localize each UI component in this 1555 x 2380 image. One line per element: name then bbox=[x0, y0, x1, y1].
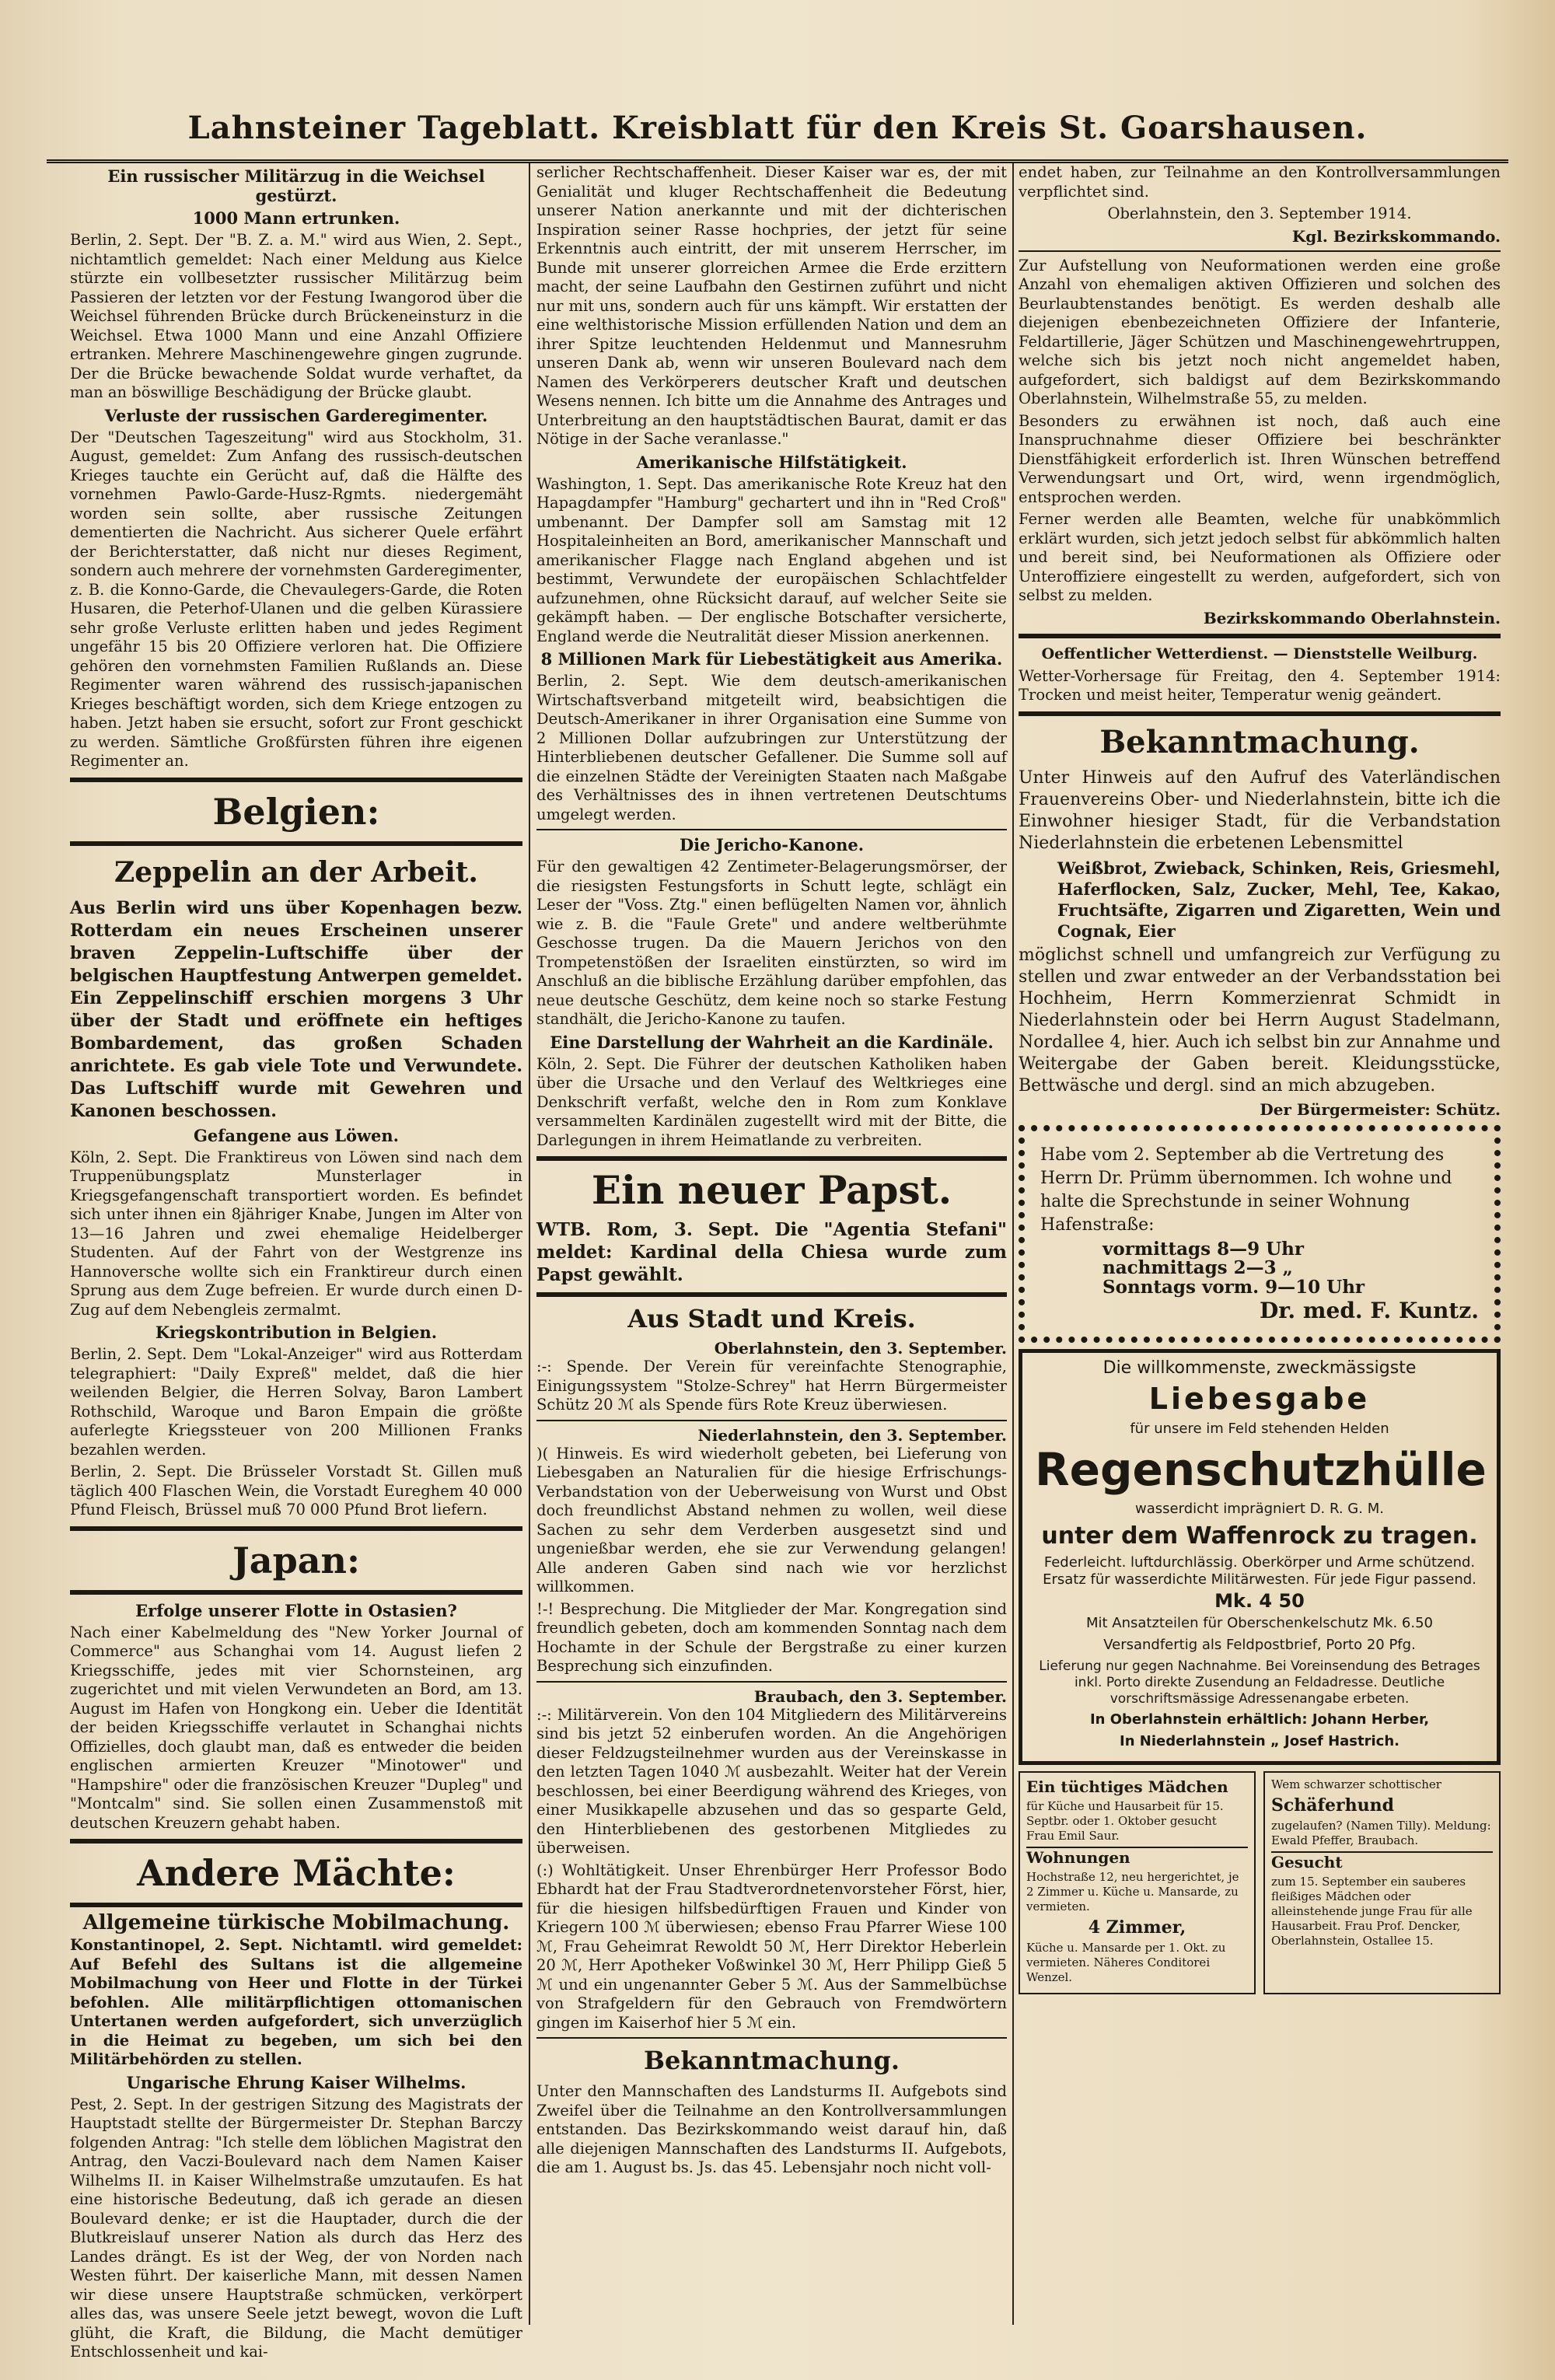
article-text: Berlin, 2. Sept. Wie dem deutsch-amerikanischen Wirtschaftsverband mitgeteilt wird, beabsichtigen die Deutsch-Amerikaner in ihrer Organisation eine Summe von 2 Millionen Dollar aufzubringen zur Unterstützung der Hinterbliebenen deutscher Gefallener. Die Summe soll auf die einzelnen Städte der Vereinigten Staaten nach Maßgabe des Verhältnisses des in ihnen vertretenen Deutschtums umgelegt werden. bbox=[536, 672, 1007, 823]
headline: Zeppelin an der Arbeit. bbox=[114, 855, 478, 889]
advertisement-regenschutzhuelle bbox=[1019, 1349, 1501, 1765]
ad-text: für Küche und Hausarbeit für 15. Septbr. oder 1. Oktober gesucht Frau Emil Saur. bbox=[1026, 1798, 1224, 1843]
article-text: endet haben, zur Teilnahme an den Kontrollversammlungen verpflichtet sind. bbox=[1019, 163, 1501, 201]
classified-ads bbox=[1019, 1771, 1501, 1994]
article-text: Pest, 2. Sept. In der gestrigen Sitzung des Magistrats der Hauptstadt stellte der Bürgermeister Dr. Stephan Barczy folgenden Antrag: "Ich stelle dem löblichen Magistrat den Antrag, den Vaczi-Boulevard nach dem Namen Kaiser Wilhelms II. in Kaiser Wilhelmstraße umzutaufen. Es hat eine historische Bedeutung, daß ich gerade an diesen Boulevard denke; er ist die Hauptader, durch die der Blutkreislauf unserer Nation als durch das Herz des Landes drängt. Es ist der Weg, der von Norden nach Westen führt. Der kaiserliche Mann, mit dessen Namen wir diese unsere Hauptstraße schmücken, verkörpert alles das, was unsere Seele jetzt bewegt, wovon die Luft glüht, die Kraft, die Bildung, die Macht demütiger Entschlossenheit und kai- bbox=[70, 2095, 522, 2361]
section-title: Japan: bbox=[232, 1539, 360, 1581]
subheadline: 1000 Mann ertrunken. bbox=[192, 208, 400, 228]
headline: Gefangene aus Löwen. bbox=[194, 1125, 399, 1145]
article-text: Washington, 1. Sept. Das amerikanische Rote Kreuz hat den Hapagdampfer "Hamburg" gechartert und ihn in "Red Croß" umbenannt. Der Dampfer soll am Samstag mit 12 Hospitaleinheiten an Bord, amerikanischer Mannschaft und amerikanischer Flagge nach England abgehen und ist bestimmt, Verwundete der europäischen Schlachtfelder aufzunehmen, ohne Rücksicht darauf, auf welcher Seite sie gekämpft haben. — Der englische Botschafter versicherte, England werde die Neutralität dieser Mission anerkennen. bbox=[536, 474, 1007, 645]
article-text: (:) Wohltätigkeit. Unser Ehrenbürger Herr Professor Bodo Ebhardt hat der Frau Stadtverordnetenvorsteher Först, hier, für die hiesigen hilfsbedürftigen Frauen und Kinder von Kriegern 100 ℳ überwiesen; ebenso Frau Pfarrer Wiese 100 ℳ, Frau Geheimrat Rewoldt 50 ℳ, Herr Direktor Heberlein 20 ℳ, Herr Apotheker Voßwinkel 30 ℳ, Herr Philipp Gieß 5 ℳ und ein ungenannter Geber 5 ℳ. Aus der Sammelbüchse von Strafgeldern für den Gebrauch von Fremdwörtern gingen im Kaiserhof hier 5 ℳ ein. bbox=[536, 1861, 1007, 2032]
classified-ad bbox=[1019, 1771, 1256, 1994]
signature: Dr. med. F. Kuntz. bbox=[1259, 1298, 1479, 1323]
signature: Kgl. Bezirkskommando. bbox=[1291, 226, 1501, 246]
divider bbox=[1019, 634, 1501, 638]
lead-text: WTB. Rom, 3. Sept. Die "Agentia Stefani" meldet: Kardinal della Chiesa wurde zum Papst gewählt. bbox=[536, 1219, 1007, 1285]
divider bbox=[536, 1156, 1007, 1161]
ad-heading: Schäferhund bbox=[1271, 1795, 1394, 1816]
dateline: Braubach, den 3. September. bbox=[753, 1686, 1007, 1706]
divider bbox=[1019, 250, 1501, 252]
column-divider bbox=[1012, 163, 1014, 2325]
ad-text: wasserdicht imprägniert D. R. G. M. bbox=[1135, 1500, 1384, 1517]
office-hours: Sonntags vorm. 9—10 Uhr bbox=[1102, 1276, 1365, 1298]
article-text: Konstantinopel, 2. Sept. Nichtamtl. wird gemeldet: Auf Befehl des Sultans ist die allgemeine Mobilmachung von Heer und Flotte in der Türkei befohlen. Alle militärpflichtigen ottomanischen Untertanen werden aufgefordert, sich unverzüglich in die Heimat zu begeben, um sich bei den Militärbehörden zu stellen. bbox=[70, 1936, 522, 2068]
column-1 bbox=[70, 163, 522, 2361]
article-text: Zur Aufstellung von Neuformationen werden eine große Anzahl von ehemaligen aktiven Offizieren und solchen des Beurlaubtenstandes benötigt. Es werden deshalb alle diejenigen ebenbezeichneten Offiziere der Infanterie, Feldartillerie, Jäger Schützen und Maschinengewehrtruppen, welche sich bis jetzt noch nicht angemeldet haben, aufgefordert, sich baldigst auf dem Bezirkskommando Oberlahnstein, Wilhelmstraße 55, zu melden. bbox=[1019, 256, 1501, 407]
column-2 bbox=[536, 163, 1007, 2333]
article-text: Berlin, 2. Sept. Der "B. Z. a. M." wird aus Wien, 2. Sept., nichtamtlich gemeldet: Nach einer Meldung aus Kielce stürzte ein vollbesetzter russischer Militärzug beim Passieren der letzten vor der Festung Iwangorod über die Weichsel führenden Brücke durch Brückeneinsturz in die Weichsel. Etwa 1000 Mann und eine Anzahl Offiziere ertranken. Mehrere Maschinengewehre gingen zugrunde. Der die Brücke bewachende Soldat wurde verhaftet, da man an böswillige Beschädigung der Brücke glaubt. bbox=[70, 231, 522, 401]
ad-heading: Gesucht bbox=[1271, 1851, 1493, 1871]
ad-text: zum 15. September ein sauberes fleißiges Mädchen oder alleinstehende junge Frau für alle Hausarbeit. Frau Prof. Dencker, Oberlahnstein, Ostallee 15. bbox=[1271, 1874, 1473, 1948]
divider bbox=[70, 841, 522, 846]
ad-text: Mit Ansatzteilen für Oberschenkelschutz Mk. 6.50 bbox=[1085, 1614, 1434, 1631]
article-text: Für den gewaltigen 42 Zentimeter-Belagerungsmörser, der die riesigsten Festungsforts in Schutt legte, schlägt ein Leser der "Voss. Ztg." einen beflügelten Namen vor, ähnlich wie z. B. die "Faule Grete" und andere weltberühmte Geschosse trugen. Da die Mauern Jerichos von den Trompetenstößen der Israeliten einstürzten, so wird im Anschluß an die biblische Erzählung darüber empfohlen, das neue deutsche Geschütz, dem keine noch so starke Festung standhält, die Jericho-Kanone zu taufen. bbox=[536, 858, 1007, 1028]
dateline: Oberlahnstein, den 3. September. bbox=[714, 1339, 1007, 1358]
dateline: Niederlahnstein, den 3. September. bbox=[697, 1425, 1007, 1445]
doctor-notice bbox=[1019, 1125, 1501, 1343]
ad-text: Die willkommenste, zweckmässigste bbox=[1102, 1358, 1417, 1378]
headline: Kriegskontribution in Belgien. bbox=[155, 1323, 438, 1342]
article-text: Unter Hinweis auf den Aufruf des Vaterländischen Frauenvereins Ober- und Niederlahnstein, bitte ich die Einwohner hiesiger Stadt, für die Verbandstation Niederlahnstein die erbetenen Lebensmittel bbox=[1019, 767, 1501, 853]
article-text: Berlin, 2. Sept. Dem "Lokal-Anzeiger" wird aus Rotterdam telegraphiert: "Daily Expreß" meldet, daß die hier weilenden Belgier, die Herren Solvay, Baron Lambert Rothschild, Waroque und Baron Empain die größte auferlegte Kriegssteuer von 200 Millionen Franks bezahlen werden. bbox=[70, 1345, 522, 1459]
ad-price: Mk. 4 50 bbox=[1214, 1590, 1305, 1612]
section-title: Andere Mächte: bbox=[137, 1852, 456, 1894]
ad-heading: 4 Zimmer, bbox=[1088, 1917, 1186, 1938]
ad-text: Lieferung nur gegen Nachnahme. Bei Voreinsendung des Betrages inkl. Porto direkte Zusendung an Feldadresse. Deutliche vorschriftsmässige Adressenangabe erbeten. bbox=[1039, 1658, 1480, 1707]
divider bbox=[1019, 711, 1501, 716]
headline: Eine Darstellung der Wahrheit an die Kardinäle. bbox=[550, 1032, 994, 1052]
article-text: Besonders zu erwähnen ist noch, daß auch eine Inanspruchnahme dieser Offiziere bei beschränkter Dienstfähigkeit erforderlich ist. Ihren Wünschen betreffend Verwendungsart und Ort, wird, wenn irgendmöglich, entsprochen werden. bbox=[1019, 411, 1501, 506]
divider bbox=[536, 1420, 1007, 1421]
signature: Der Bürgermeister: Schütz. bbox=[1260, 1099, 1501, 1119]
notice-text: Habe vom 2. September ab die Vertretung des Herrn Dr. Prümm übernommen. Ich wohne und halte die Sprechstunde in seiner Wohnung Hafenstraße: bbox=[1040, 1145, 1452, 1235]
article-text: Unter den Mannschaften des Landsturms II. Aufgebots sind Zweifel über die Teilnahme an den Kontrollversammlungen entstanden. Das Bezirkskommando weist darauf hin, daß alle diejenigen Mannschaften des Landsturms II. Aufgebots, die am 1. August bs. Js. das 45. Lebensjahr noch nicht voll- bbox=[536, 2082, 1007, 2176]
ad-text: In Niederlahnstein „ Josef Hastrich. bbox=[1120, 1733, 1400, 1749]
office-hours: nachmittags 2—3 „ bbox=[1102, 1257, 1293, 1278]
classified-ad bbox=[1263, 1771, 1501, 1994]
divider bbox=[536, 829, 1007, 830]
article-text: Nach einer Kabelmeldung des "New Yorker Journal of Commerce" aus Schanghai vom 14. August liefen 2 Kriegsschiffe, jedes mit vier Schornsteinen, arg zugerichtet und mit vielen Verwundeten an Bord, am 13. August im Hafen von Hongkong ein. Ueber die Identität der beiden Kriegsschiffe verlautet in Schanghai nichts Offizielles, doch glaubt man, daß es entweder die beiden englischen armierten Kreuzer "Minotower" und "Hampshire" oder die französischen Kreuzer "Dupleg" und "Montcalm" sind. Sie sollen einen Zusammenstoß mit deutschen Kreuzern gehabt haben. bbox=[70, 1623, 522, 1832]
article-text: :-: Spende. Der Verein für vereinfachte Stenographie, Einigungssystem "Stolze-Schrey" hat Herrn Bürgermeister Schütz 20 ℳ als Spende fürs Rote Kreuz überwiesen. bbox=[536, 1358, 1007, 1414]
headline: Allgemeine türkische Mobilmachung. bbox=[82, 1911, 510, 1934]
ad-text: unter dem Waffenrock zu tragen. bbox=[1041, 1522, 1478, 1550]
ad-text: Küche u. Mansarde per 1. Okt. zu vermieten. Näheres Conditorei Wenzel. bbox=[1026, 1940, 1226, 1984]
article-text: )( Hinweis. Es wird wiederholt gebeten, bei Lieferung von Liebesgaben an Naturalien für die hiesige Erfrischungs-Verbandstation von der Ueberweisung von Wurst und Obst doch freundlichst Abstand nehmen zu wollen, weil diese Sachen zu sehr dem Verderben ausgesetzt sind und ungenießbar werden, ehe sie zur Verwendung gelangen! Alle anderen Gaben sind nach wie vor herzlichst willkommen. bbox=[536, 1444, 1007, 1595]
ad-heading: Ein tüchtiges Mädchen bbox=[1026, 1777, 1228, 1796]
ad-heading: Wohnungen bbox=[1026, 1847, 1248, 1867]
section-title: Belgien: bbox=[212, 790, 380, 833]
divider bbox=[536, 1292, 1007, 1297]
headline: 8 Millionen Mark für Liebestätigkeit aus Amerika. bbox=[540, 649, 1003, 669]
masthead bbox=[47, 97, 1508, 163]
weather-forecast: Wetter-Vorhersage für Freitag, den 4. September 1914: Trocken und meist heiter, Temperatur wenig geändert. bbox=[1019, 666, 1501, 704]
dateline: Oberlahnstein, den 3. September 1914. bbox=[1107, 204, 1412, 222]
divider bbox=[70, 1526, 522, 1531]
column-divider bbox=[529, 163, 530, 2325]
ad-product-name: Regenschutzhülle bbox=[1035, 1442, 1487, 1496]
divider bbox=[70, 1839, 522, 1844]
article-text: serlicher Rechtschaffenheit. Dieser Kaiser war es, der mit Genialität und kluger Rechtschaffenheit die Bedeutung unserer Nation anerkannte und mit der dichterischen Inspiration seiner Rasse hochpries, der jetzt für seine Erkenntnis auch eintritt, der mit unserem Herrscher, im Bunde mit unserer glorreichen Armee die Erde erzittern macht, der seine Laufbahn den Gestirnen zuführt und nicht nur mit uns, sondern auch für uns kämpft. Wir erstatten der eine welthistorische Mission erfüllenden Nation und dem an ihrer Spitze leuchtenden Heldenmut und Mannesruhm unseren Dank ab, wenn wir unseren Boulevard nach dem Namen des Verkörperers deutscher Kraft und deutschen Wesens nennen. Ich bitte um die Annahme des Antrages und Unterbreitung an den hauptstädtischen Baurat, damit er das Nötige in der Sache veranlasse." bbox=[536, 163, 1007, 448]
article-text: Köln, 2. Sept. Die Franktireus von Löwen sind nach dem Truppenübungsplatz Munsterlager in Kriegsgefangenschaft transportiert worden. Es befindet sich unter ihnen ein 8jähriger Knabe, Jungen im Alter von 13—16 Jahren und zwei ehemalige Heidelberger Studenten. Auf der Fahrt von der Westgrenze ins Hannoversche wollte sich ein Franktireur durch einen Sprung aus dem Zuge befreien. Er wurde durch einen D-Zug auf dem Nebengleis zermalmt. bbox=[70, 1148, 522, 1319]
article-text: :-: Militärverein. Von den 104 Mitgliedern des Militärvereins sind bis jetzt 52 einberufen worden. An die Angehörigen dieser Feldzugsteilnehmer wurden aus der Vereinskasse in den letzten Tagen 1040 ℳ ausbezahlt. Weiter hat der Verein beschlossen, bei einer Beerdigung während des Krieges, von einer Musikkapelle abzusehen und das so gesparte Geld, den Hinterbliebenen des gestorbenen Mitgliedes zu überweisen. bbox=[536, 1705, 1007, 1857]
ad-text: zugelaufen? (Namen Tilly). Meldung: Ewald Pfeffer, Braubach. bbox=[1271, 1818, 1491, 1847]
divider bbox=[70, 778, 522, 782]
headline: Ein neuer Papst. bbox=[591, 1167, 952, 1213]
ad-text: Wem schwarzer schottischer bbox=[1271, 1777, 1441, 1791]
ad-text: Hochstraße 12, neu hergerichtet, je 2 Zimmer u. Küche u. Mansarde, zu vermieten. bbox=[1026, 1869, 1239, 1913]
headline: Die Jericho-Kanone. bbox=[679, 835, 865, 854]
lead-text: Aus Berlin wird uns über Kopenhagen bezw. Rotterdam ein neues Erscheinen unserer braven Zeppelin-Luftschiffe über der belgischen Hauptfestung Antwerpen gemeldet. Ein Zeppelinschiff erschien morgens 3 Uhr über der Stadt und eröffnete ein heftiges Bombardement, das großen Schaden anrichtete. Es gab viele Tote und Verwundete. Das Luftschiff wurde mit Gewehren und Kanonen beschossen. bbox=[70, 897, 522, 1121]
divider bbox=[70, 1903, 522, 1907]
headline: Ungarische Ehrung Kaiser Wilhelms. bbox=[126, 2072, 466, 2092]
ad-text: In Oberlahnstein erhältlich: Johann Herber, bbox=[1089, 1711, 1430, 1728]
office-hours: vormittags 8—9 Uhr bbox=[1102, 1238, 1304, 1260]
headline: Verluste der russischen Garderegimenter. bbox=[104, 405, 488, 425]
ad-text: Federleicht. luftdurchlässig. Oberkörper und Arme schützend. Ersatz für wasserdichte Militärwesten. Für jede Figur passend. bbox=[1043, 1554, 1476, 1588]
headline: Oeffentlicher Wetterdienst. — Dienststelle Weilburg. bbox=[1041, 645, 1478, 662]
ad-text: für unsere im Feld stehenden Helden bbox=[1130, 1421, 1389, 1437]
section-title: Aus Stadt und Kreis. bbox=[627, 1304, 916, 1333]
headline: Ein russischer Militärzug in die Weichsel gestürzt. bbox=[107, 166, 485, 205]
article-text: Ferner werden alle Beamten, welche für unabkömmlich erklärt wurden, sich jetzt jedoch selbst für abkömmlich halten und bereit sind, bei Neuformationen als Offiziere oder Unteroffiziere eingestellt zu werden, aufgefordert, sich von selbst zu melden. bbox=[1019, 510, 1501, 604]
divider bbox=[536, 1681, 1007, 1683]
article-text: !-! Besprechung. Die Mitglieder der Mar. Kongregation sind freundlich gebeten, doch am kommenden Sonntag nach dem Hochamte in der Schule der Bergstraße zu einer kurzen Besprechung sich einzufinden. bbox=[536, 1599, 1007, 1675]
column-3 bbox=[1019, 163, 1501, 2333]
headline: Amerikanische Hilfstätigkeit. bbox=[636, 452, 907, 472]
headline: Erfolge unserer Flotte in Ostasien? bbox=[135, 1600, 457, 1620]
ad-text: Versandfertig als Feldpostbrief, Porto 20 Pfg. bbox=[1103, 1637, 1416, 1653]
article-text: Berlin, 2. Sept. Die Brüsseler Vorstadt St. Gillen muß täglich 400 Flaschen Wein, die Vorstadt Eureghem 40 000 Pfund Fleisch, Brüssel muß 70 000 Pfund Brot liefern. bbox=[70, 1463, 522, 1519]
divider bbox=[70, 1590, 522, 1595]
newspaper-title: Lahnsteiner Tageblatt. Kreisblatt für den Kreis St. Goarshausen. bbox=[187, 110, 1368, 146]
goods-list: Weißbrot, Zwieback, Schinken, Reis, Griesmehl, Haferflocken, Salz, Zucker, Mehl, Tee, Kakao, Fruchtsäfte, Zigarren und Zigaretten, Wein und Cognak, Eier bbox=[1057, 858, 1501, 941]
headline: Bekanntmachung. bbox=[1099, 723, 1420, 760]
article-text: Der "Deutschen Tageszeitung" wird aus Stockholm, 31. August, gemeldet: Zum Anfang des russisch-deutschen Krieges tauchte ein Gerücht auf, daß die Hälfte des vornehmen Pawlo-Garde-Husz-Rgmts. niedergemäht worden sein sollte, aber russische Zeitungen dementierten die Nachricht. Aus sicherer Quele erfährt der Berichterstatter, daß nicht nur dieses Regiment, sondern auch mehrere der vornehmsten Garderegimenter, z. B. die Konno-Garde, die Chevaulegers-Garde, die Roten Husaren, die Peterhof-Ulanen und die gelben Kürassiere sehr große Verluste erlitten haben und jedes Regiment ungefähr 15 bis 20 Offiziere verloren hat. Die Offiziere gehören den vornehmsten Familien Rußlands an. Diese Regimenter waren während des russisch-japanischen Krieges beschäftigt worden, sich dem Kriege entzogen zu haben. Jetzt haben sie ersucht, sofort zur Front geschickt zu werden. Sämtliche Großfürsten führen ihre eigenen Regimenter an. bbox=[70, 428, 522, 770]
article-text: möglichst schnell und umfangreich zur Verfügung zu stellen und zwar entweder an der Verbandsstation bei Hochheim, Herrn Kommerzienrat Schmidt in Niederlahnstein oder bei Herrn August Stadelmann, Nordallee 4, hier. Auch ich selbst bin zur Annahme und Weitergabe der Gaben bereit. Kleidungsstücke, Bettwäsche und dergl. sind an mich abzugeben. bbox=[1019, 945, 1501, 1096]
ad-text: Liebesgabe bbox=[1148, 1382, 1371, 1416]
divider bbox=[536, 2037, 1007, 2039]
headline: Bekanntmachung. bbox=[643, 2046, 900, 2075]
signature: Bezirkskommando Oberlahnstein. bbox=[1203, 608, 1501, 627]
article-text: Köln, 2. Sept. Die Führer der deutschen Katholiken haben über die Ursache und den Verlauf des Weltkrieges eine Denkschrift verfaßt, welche den in Rom zum Konklave versammelten Kardinälen zugestellt wird mit der Bitte, die Darlegungen in ihrem Heimatlande zu verbreiten. bbox=[536, 1054, 1007, 1149]
